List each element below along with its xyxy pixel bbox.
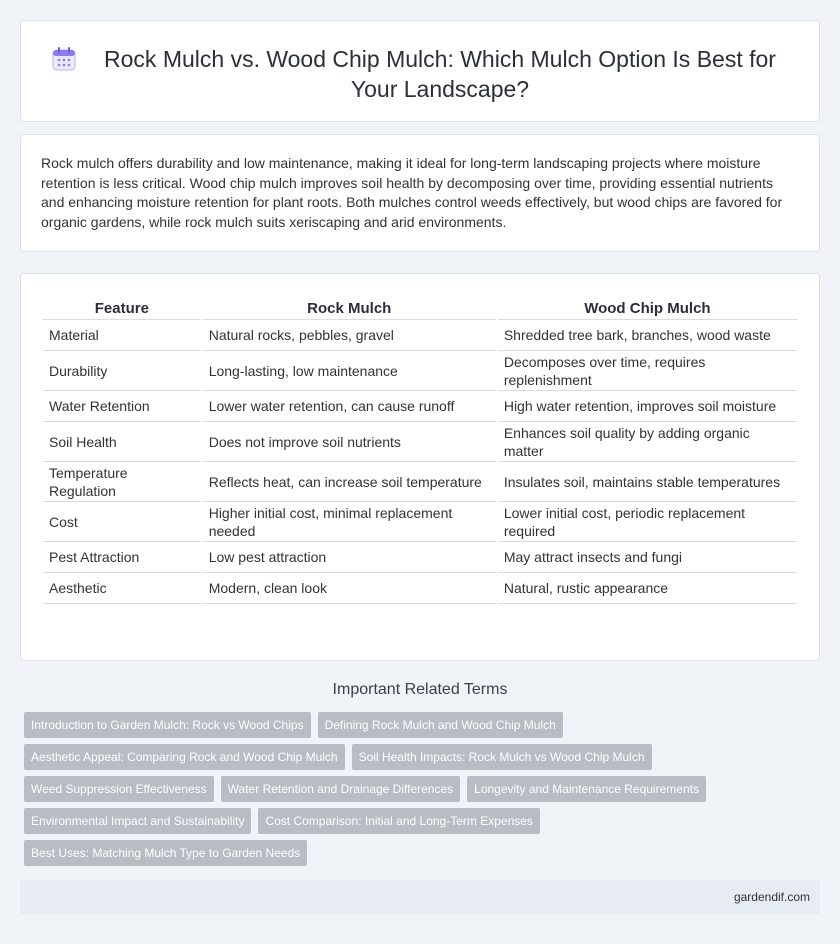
comparison-table [41, 296, 799, 604]
rock-cell: Natural rocks, pebbles, gravel [203, 320, 496, 351]
related-term-tag[interactable]: Defining Rock Mulch and Wood Chip Mulch [318, 712, 563, 738]
feature-cell: Durability [43, 351, 201, 391]
page-title: Rock Mulch vs. Wood Chip Mulch: Which Mulch Option Is Best for Your Landscape? [104, 46, 776, 102]
related-term-tag[interactable]: Weed Suppression Effectiveness [24, 776, 214, 802]
rock-cell: Long-lasting, low maintenance [203, 351, 496, 391]
related-term-tag[interactable]: Water Retention and Drainage Differences [221, 776, 460, 802]
related-term-tag[interactable]: Longevity and Maintenance Requirements [467, 776, 706, 802]
rock-cell: Reflects heat, can increase soil temperature [203, 462, 496, 502]
related-terms-list [24, 712, 724, 872]
table-row [43, 422, 797, 462]
wood-cell: Enhances soil quality by adding organic matter [498, 422, 797, 462]
feature-cell: Pest Attraction [43, 542, 201, 573]
table-row [43, 462, 797, 502]
intro-card [20, 134, 820, 252]
feature-cell: Temperature Regulation [43, 462, 201, 502]
wood-cell: Insulates soil, maintains stable temperatures [498, 462, 797, 502]
feature-cell: Soil Health [43, 422, 201, 462]
related-term-tag[interactable]: Introduction to Garden Mulch: Rock vs Wood Chips [24, 712, 311, 738]
wood-cell: May attract insects and fungi [498, 542, 797, 573]
rock-cell: Does not improve soil nutrients [203, 422, 496, 462]
wood-cell: Lower initial cost, periodic replacement required [498, 502, 797, 542]
feature-cell: Water Retention [43, 391, 201, 422]
title-card [20, 20, 820, 122]
feature-cell: Material [43, 320, 201, 351]
wood-cell: Decomposes over time, requires replenishment [498, 351, 797, 391]
header-wood-chip-mulch: Wood Chip Mulch [498, 296, 797, 320]
rock-cell: Low pest attraction [203, 542, 496, 573]
footer [20, 880, 820, 914]
rock-cell: Lower water retention, can cause runoff [203, 391, 496, 422]
table-row [43, 391, 797, 422]
table-row [43, 320, 797, 351]
wood-cell: Shredded tree bark, branches, wood waste [498, 320, 797, 351]
rock-cell: Higher initial cost, minimal replacement needed [203, 502, 496, 542]
related-term-tag[interactable]: Aesthetic Appeal: Comparing Rock and Wood Chip Mulch [24, 744, 345, 770]
table-header-row [43, 296, 797, 320]
intro-paragraph: Rock mulch offers durability and low maintenance, making it ideal for long-term landscaping projects where moisture retention is less critical. Wood chip mulch improves soil health by decomposing over time, providing essential nutrients and enhancing moisture retention for plant roots. Both mulches control weeds effectively, but wood chips are favored for organic gardens, while rock mulch suits xeriscaping and arid environments. [41, 155, 783, 230]
related-terms-heading: Important Related Terms [332, 681, 508, 698]
related-term-tag[interactable]: Cost Comparison: Initial and Long-Term Expenses [258, 808, 539, 834]
table-row [43, 573, 797, 604]
rock-cell: Modern, clean look [203, 573, 496, 604]
footer-site-link[interactable]: gardendif.com [733, 890, 810, 904]
wood-cell: High water retention, improves soil moisture [498, 391, 797, 422]
header-rock-mulch: Rock Mulch [203, 296, 496, 320]
related-term-tag[interactable]: Best Uses: Matching Mulch Type to Garden Needs [24, 840, 307, 866]
related-term-tag[interactable]: Soil Health Impacts: Rock Mulch vs Wood Chip Mulch [352, 744, 652, 770]
related-term-tag[interactable]: Environmental Impact and Sustainability [24, 808, 251, 834]
table-row [43, 542, 797, 573]
header-feature: Feature [43, 296, 201, 320]
feature-cell: Aesthetic [43, 573, 201, 604]
comparison-card [20, 273, 820, 661]
feature-cell: Cost [43, 502, 201, 542]
wood-cell: Natural, rustic appearance [498, 573, 797, 604]
table-row [43, 351, 797, 391]
table-row [43, 502, 797, 542]
